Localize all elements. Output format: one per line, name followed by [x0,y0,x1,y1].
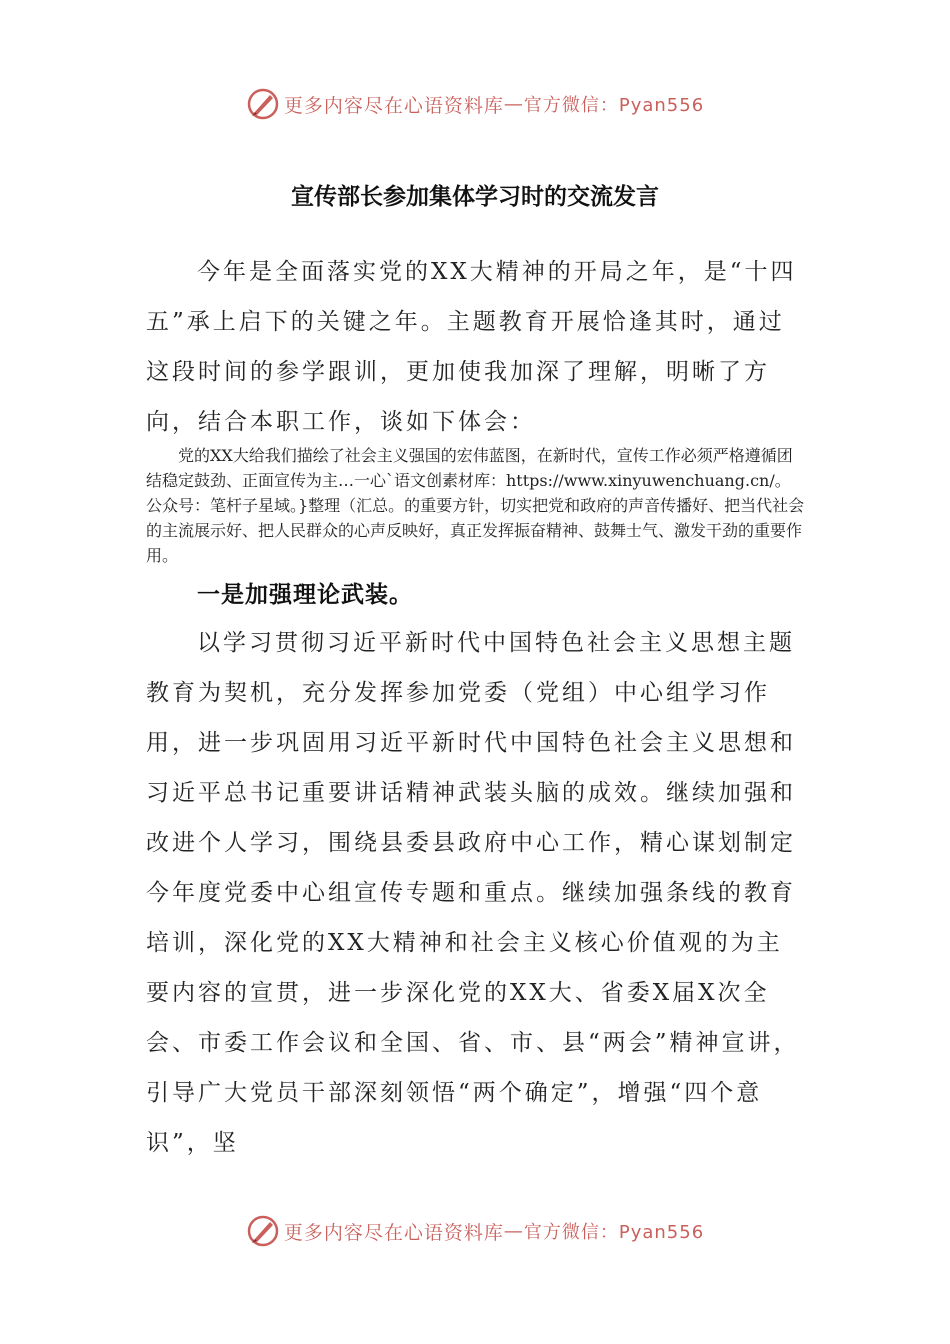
quill-pen-icon [246,1214,280,1248]
banner-separator: — [503,1220,524,1242]
banner-brand: 更多内容尽在心语资料库 [283,1221,504,1244]
banner-brand: 更多内容尽在心语资料库 [283,94,504,117]
quill-pen-icon [246,87,280,121]
banner-wechat: 官方微信：Pyan556 [523,1222,705,1243]
banner-separator: — [503,93,524,115]
section-body: 以学习贯彻习近平新时代中国特色社会主义思想主题教育为契机，充分发挥参加党委（党组）中心组学习作用，进一步巩固用习近平新时代中国特色社会主义思想和习近平总书记重要讲话精神武装头脑的成效。继续加强和改进个人学习，围绕县委县政府中心工作，精心谋划制定今年度党委中心组宣传专题和重点。继续加强条线的教育培训，深化党的XX大精神和社会主义核心价值观的为主要内容的宣贯，进一步深化党的XX大、省委X届X次全会、市委工作会议和全国、省、市、县“两会”精神宣讲，引导广大党员干部深刻领悟“两个确定”，增强“四个意识”，坚 [146,630,800,1156]
intro-paragraph: 今年是全面落实党的XX大精神的开局之年，是“十四五”承上启下的关键之年。主题教育开展恰逢其时，通过这段时间的参学跟训，更加使我加深了理解，明晰了方向，结合本职工作，谈如下体会： [146,259,797,435]
document-title: 宣传部长参加集体学习时的交流发言 [291,184,659,210]
footer-banner [0,1211,950,1251]
header-banner [0,84,950,124]
small-paragraph: 党的XX大给我们描绘了社会主义强国的宏伟蓝图，在新时代，宣传工作必须严格遵循团结稳定鼓劲、正面宣传为主…一心`语文创素材库：https://www.xinyuwenchuang.cn/。公众号：笔杆子星域。}整理（汇总。的重要方针，切实把党和政府的声音传播好、把当代社会的主流展示好、把人民群众的心声反映好，真正发挥振奋精神、鼓舞士气、激发干劲的重要作用。 [146,446,805,565]
banner-wechat: 官方微信：Pyan556 [523,95,705,116]
section-heading: 一是加强理论武装。 [197,582,413,608]
